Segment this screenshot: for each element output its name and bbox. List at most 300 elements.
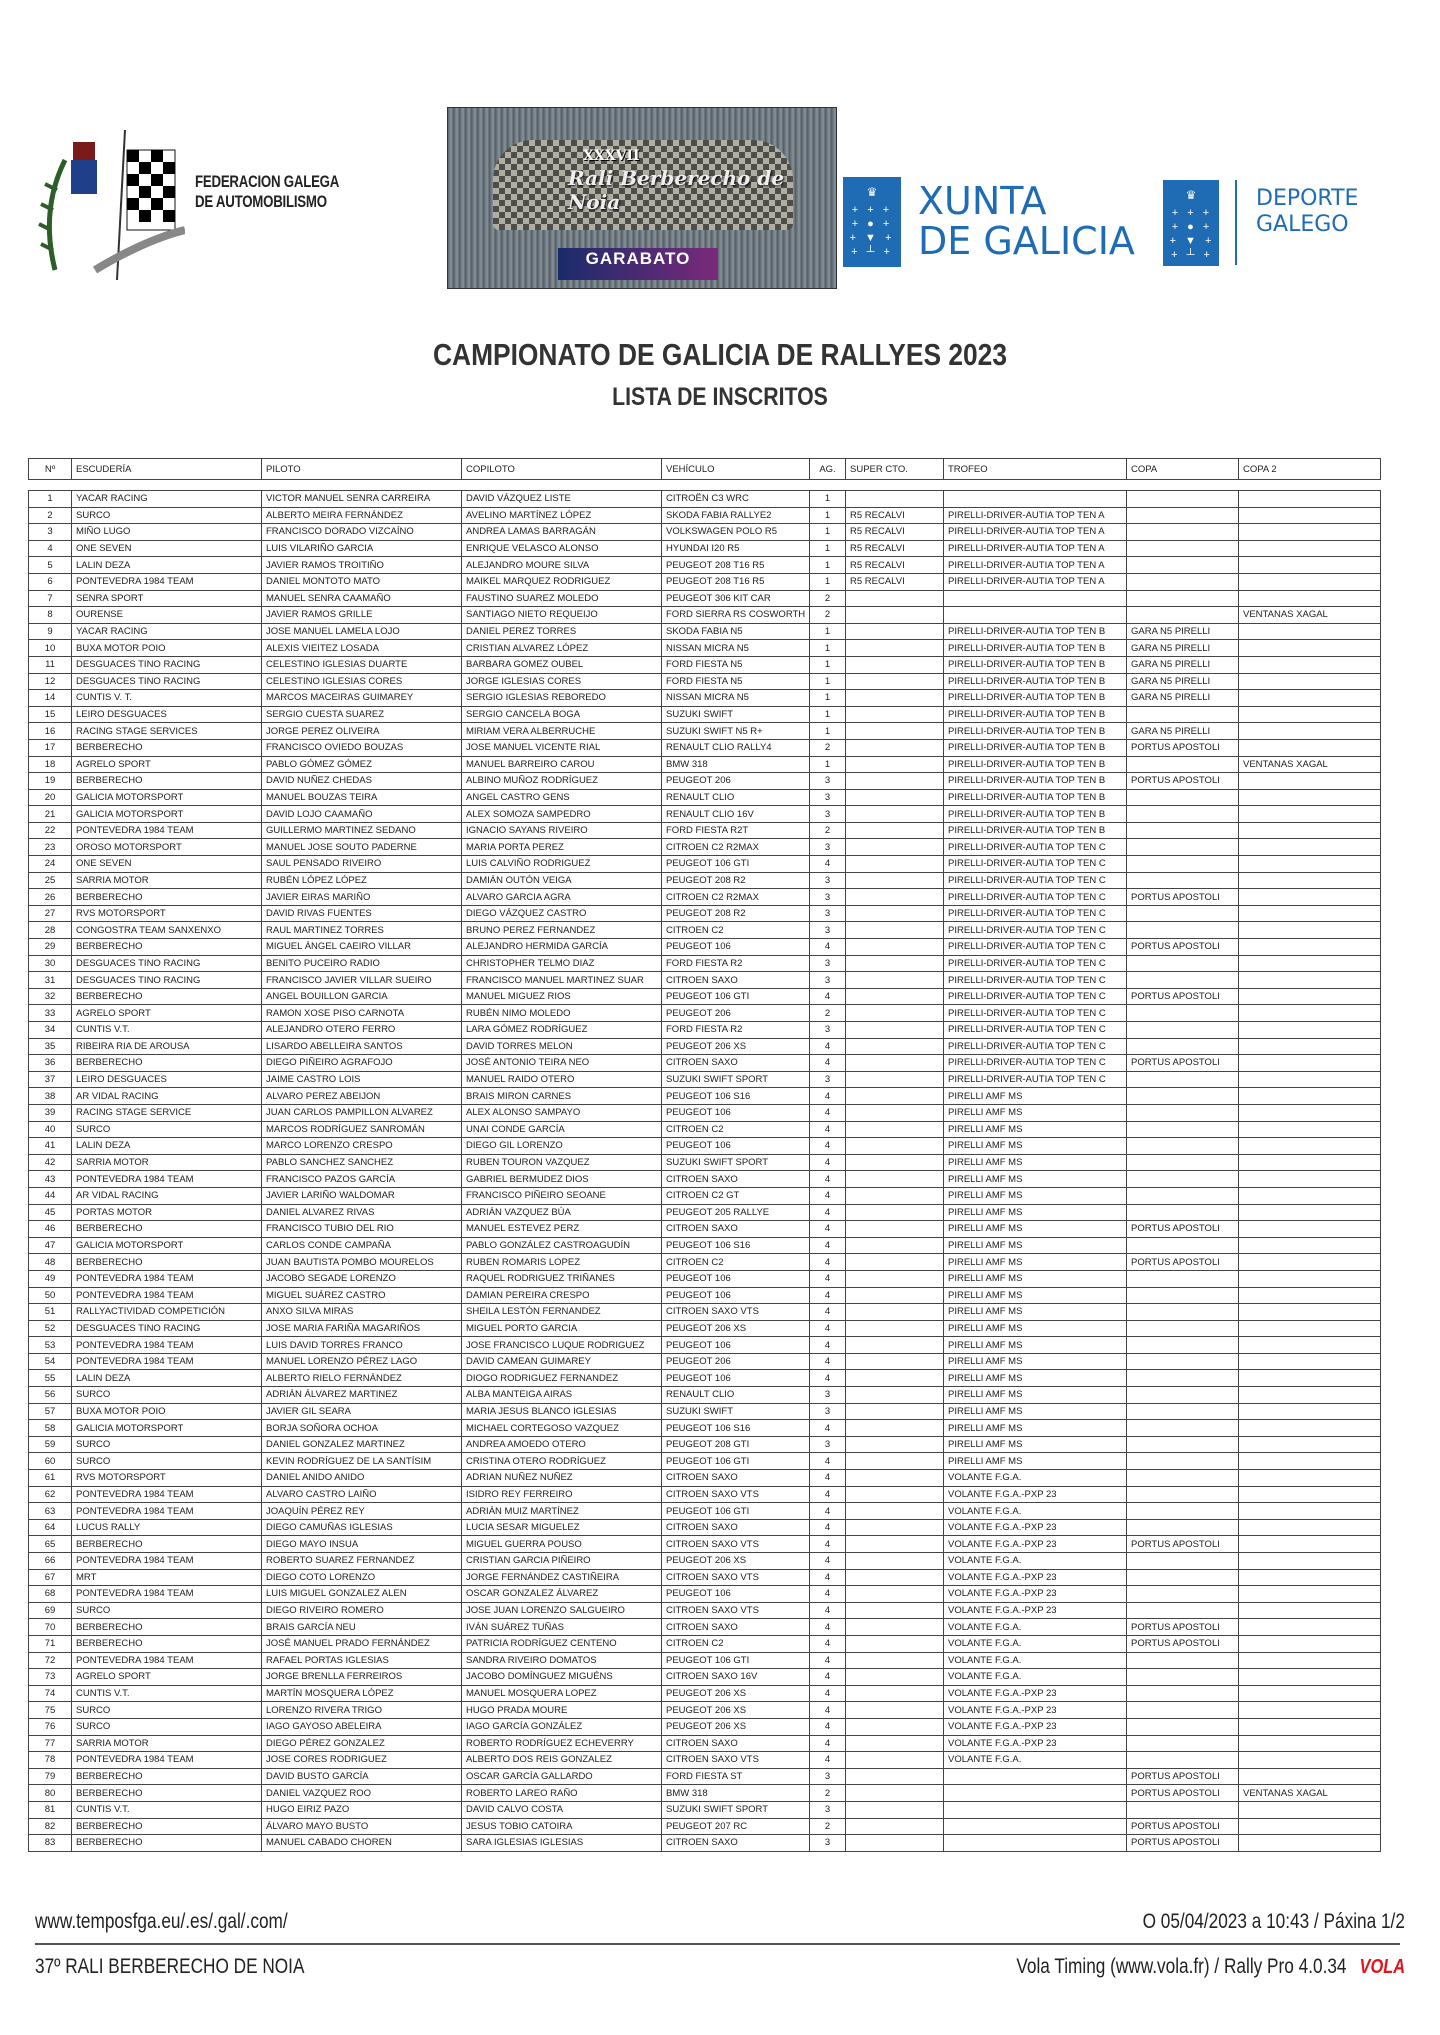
table-row (29, 1669, 1381, 1686)
col-cup2-cell (1239, 673, 1381, 690)
col-driver-cell: IAGO GAYOSO ABELEIRA (262, 1718, 462, 1735)
col-group-cell: 3 (810, 1801, 846, 1818)
col-number-cell: 73 (29, 1669, 72, 1686)
table-row (29, 1652, 1381, 1669)
galicia-shield-icon: ♛ + + + + ● + + ▼ + + ┴ + (843, 177, 901, 267)
col-group-cell: 3 (810, 1387, 846, 1404)
table-row (29, 1171, 1381, 1188)
col-driver-cell: LISARDO ABELLEIRA SANTOS (262, 1038, 462, 1055)
col-cup2-cell (1239, 1436, 1381, 1453)
col-number-cell: 25 (29, 872, 72, 889)
col-vehicle-cell: CITROEN SAXO (662, 1835, 810, 1852)
col-trophy-cell: VOLANTE F.G.A.-PXP 23 (944, 1586, 1127, 1603)
col-driver-cell: DIEGO CAMUÑAS IGLESIAS (262, 1519, 462, 1536)
col-group-cell: 4 (810, 1254, 846, 1271)
col-vehicle-cell: PEUGEOT 206 XS (662, 1702, 810, 1719)
col-vehicle-cell: NISSAN MICRA N5 (662, 640, 810, 657)
table-row (29, 872, 1381, 889)
col-driver-cell: MANUEL JOSE SOUTO PADERNE (262, 839, 462, 856)
col-vehicle-cell: CITROEN SAXO VTS (662, 1602, 810, 1619)
col-number-cell: 41 (29, 1138, 72, 1155)
col-cup2-cell (1239, 922, 1381, 939)
col-team-cell: AR VIDAL RACING (72, 1088, 262, 1105)
col-number-cell: 23 (29, 839, 72, 856)
col-super-cto-cell (846, 988, 944, 1005)
col-cup-cell (1127, 491, 1239, 508)
col-team-cell: LEIRO DESGUACES (72, 706, 262, 723)
col-team-cell: PONTEVEDRA 1984 TEAM (72, 1287, 262, 1304)
col-driver-cell: MIGUEL ÁNGEL CAEIRO VILLAR (262, 939, 462, 956)
table-row (29, 773, 1381, 790)
col-vehicle-cell: RENAULT CLIO (662, 789, 810, 806)
col-cup-cell (1127, 1436, 1239, 1453)
col-group-cell: 4 (810, 1154, 846, 1171)
col-number-cell: 9 (29, 623, 72, 640)
col-number-cell: 11 (29, 656, 72, 673)
entries-table-header (28, 458, 1381, 480)
table-row (29, 1735, 1381, 1752)
col-codriver-cell: ALEJANDRO MOURE SILVA (462, 557, 662, 574)
col-team-cell: PONTEVEDRA 1984 TEAM (72, 1503, 262, 1520)
col-team-cell: SURCO (72, 1387, 262, 1404)
col-team-cell: DESGUACES TINO RACING (72, 656, 262, 673)
col-number-cell: 50 (29, 1287, 72, 1304)
col-codriver-cell: ALVARO GARCIA AGRA (462, 889, 662, 906)
col-cup2-cell (1239, 1635, 1381, 1652)
col-team-cell: PONTEVEDRA 1984 TEAM (72, 1353, 262, 1370)
col-driver-cell: DANIEL MONTOTO MATO (262, 573, 462, 590)
col-trophy-cell: PIRELLI-DRIVER-AUTIA TOP TEN C (944, 889, 1127, 906)
col-cup-cell (1127, 756, 1239, 773)
col-trophy-cell: PIRELLI-DRIVER-AUTIA TOP TEN C (944, 872, 1127, 889)
col-trophy-cell: PIRELLI-DRIVER-AUTIA TOP TEN C (944, 1038, 1127, 1055)
col-super-cto-cell (846, 690, 944, 707)
col-group-cell: 3 (810, 773, 846, 790)
col-driver-cell: JAVIER RAMOS TROITIÑO (262, 557, 462, 574)
col-super-cto-cell (846, 872, 944, 889)
col-codriver-cell: DAMIÁN OUTÓN VEIGA (462, 872, 662, 889)
col-number-cell: 81 (29, 1801, 72, 1818)
col-trophy-cell: PIRELLI-DRIVER-AUTIA TOP TEN B (944, 706, 1127, 723)
col-codriver-cell: ALBERTO DOS REIS GONZALEZ (462, 1752, 662, 1769)
col-cup-cell (1127, 1420, 1239, 1437)
col-cup-cell: PORTUS APOSTOLI (1127, 1768, 1239, 1785)
table-row (29, 507, 1381, 524)
table-row (29, 1387, 1381, 1404)
col-team-cell: BUXA MOTOR POIO (72, 640, 262, 657)
col-number-cell: 71 (29, 1635, 72, 1652)
col-cup-cell (1127, 1270, 1239, 1287)
col-driver-cell: ADRIÁN ÁLVAREZ MARTINEZ (262, 1387, 462, 1404)
col-group-cell: 3 (810, 872, 846, 889)
col-team-cell: LALIN DEZA (72, 1370, 262, 1387)
col-driver-cell: DAVID BUSTO GARCÍA (262, 1768, 462, 1785)
col-cup-cell (1127, 955, 1239, 972)
col-driver-cell: DIEGO COTO LORENZO (262, 1569, 462, 1586)
col-team-cell: BERBERECHO (72, 988, 262, 1005)
col-cup2-cell (1239, 623, 1381, 640)
col-group-cell: 4 (810, 1519, 846, 1536)
col-trophy-cell: PIRELLI-DRIVER-AUTIA TOP TEN C (944, 988, 1127, 1005)
col-codriver-cell: RUBEN TOURON VAZQUEZ (462, 1154, 662, 1171)
col-cup-cell (1127, 1669, 1239, 1686)
col-number-cell: 65 (29, 1536, 72, 1553)
col-cup-cell (1127, 1287, 1239, 1304)
col-group-cell: 4 (810, 1685, 846, 1702)
col-driver-cell: CELESTINO IGLESIAS CORES (262, 673, 462, 690)
col-cup2-cell (1239, 1735, 1381, 1752)
col-super-cto-cell: R5 RECALVI (846, 573, 944, 590)
table-row (29, 1022, 1381, 1039)
col-number-cell: 7 (29, 590, 72, 607)
col-cup2-cell (1239, 1619, 1381, 1636)
table-row (29, 839, 1381, 856)
table-row (29, 1519, 1381, 1536)
col-driver-cell: JUAN BAUTISTA POMBO MOURELOS (262, 1254, 462, 1271)
col-team-cell: AGRELO SPORT (72, 756, 262, 773)
col-super-cto-cell (846, 1436, 944, 1453)
rally-edition: XXXVII (583, 148, 640, 164)
col-vehicle-cell: PEUGEOT 206 XS (662, 1685, 810, 1702)
col-number-cell: 8 (29, 607, 72, 624)
col-super-cto-cell (846, 1038, 944, 1055)
col-group-cell: 1 (810, 573, 846, 590)
col-codriver-cell: RAQUEL RODRIGUEZ TRIÑANES (462, 1270, 662, 1287)
col-cup-cell: GARA N5 PIRELLI (1127, 623, 1239, 640)
col-vehicle-cell: SUZUKI SWIFT N5 R+ (662, 723, 810, 740)
col-cup-cell (1127, 590, 1239, 607)
col-super-cto-cell (846, 939, 944, 956)
col-vehicle-cell: CITROEN SAXO (662, 1221, 810, 1238)
col-vehicle-cell: PEUGEOT 208 T16 R5 (662, 573, 810, 590)
col-vehicle-cell: CITROEN SAXO 16V (662, 1669, 810, 1686)
col-vehicle-cell: SUZUKI SWIFT (662, 1403, 810, 1420)
col-vehicle-cell: BMW 318 (662, 1785, 810, 1802)
col-number-cell: 43 (29, 1171, 72, 1188)
col-vehicle-cell: PEUGEOT 106 GTI (662, 856, 810, 873)
col-group-cell: 3 (810, 1436, 846, 1453)
col-codriver-cell: MANUEL BARREIRO CAROU (462, 756, 662, 773)
col-driver-cell: JAVIER LARIÑO WALDOMAR (262, 1187, 462, 1204)
col-vehicle-cell: SUZUKI SWIFT (662, 706, 810, 723)
col-number-cell: 31 (29, 972, 72, 989)
col-group-cell: 4 (810, 1752, 846, 1769)
col-number-cell: 77 (29, 1735, 72, 1752)
col-super-cto-cell (846, 1287, 944, 1304)
col-group-cell: 4 (810, 1171, 846, 1188)
col-trophy-cell: VOLANTE F.G.A. (944, 1652, 1127, 1669)
col-cup2-cell (1239, 1287, 1381, 1304)
col-trophy-cell: VOLANTE F.G.A.-PXP 23 (944, 1602, 1127, 1619)
col-trophy-cell: VOLANTE F.G.A. (944, 1669, 1127, 1686)
col-group-cell: 4 (810, 1353, 846, 1370)
col-super-cto-cell (846, 590, 944, 607)
col-number-cell: 17 (29, 739, 72, 756)
table-row (29, 623, 1381, 640)
col-driver-cell: FRANCISCO DORADO VIZCAÍNO (262, 524, 462, 541)
col-group-cell: 1 (810, 491, 846, 508)
col-trophy-cell: PIRELLI-DRIVER-AUTIA TOP TEN A (944, 540, 1127, 557)
col-cup-cell (1127, 1005, 1239, 1022)
col-cup-cell (1127, 1553, 1239, 1570)
col-super-cto-cell (846, 1503, 944, 1520)
col-cup2-cell (1239, 540, 1381, 557)
col-codriver-cell: MICHAEL CORTEGOSO VAZQUEZ (462, 1420, 662, 1437)
col-driver-cell: FRANCISCO PAZOS GARCÍA (262, 1171, 462, 1188)
header-col-vehicle: VEHÍCULO (662, 459, 810, 480)
col-team-cell: PONTEVEDRA 1984 TEAM (72, 1486, 262, 1503)
col-super-cto-cell (846, 1204, 944, 1221)
col-vehicle-cell: CITROEN SAXO (662, 1171, 810, 1188)
col-trophy-cell: PIRELLI-DRIVER-AUTIA TOP TEN B (944, 822, 1127, 839)
col-codriver-cell: ALEX ALONSO SAMPAYO (462, 1104, 662, 1121)
col-vehicle-cell: FORD FIESTA N5 (662, 656, 810, 673)
col-super-cto-cell: R5 RECALVI (846, 557, 944, 574)
col-driver-cell: MIGUEL SUÁREZ CASTRO (262, 1287, 462, 1304)
col-trophy-cell: PIRELLI AMF MS (944, 1304, 1127, 1321)
col-super-cto-cell (846, 1470, 944, 1487)
col-super-cto-cell (846, 1453, 944, 1470)
col-group-cell: 4 (810, 1121, 846, 1138)
col-cup2-cell (1239, 1353, 1381, 1370)
col-super-cto-cell (846, 1154, 944, 1171)
col-super-cto-cell (846, 1635, 944, 1652)
col-codriver-cell: FAUSTINO SUAREZ MOLEDO (462, 590, 662, 607)
col-number-cell: 79 (29, 1768, 72, 1785)
col-driver-cell: ROBERTO SUAREZ FERNANDEZ (262, 1553, 462, 1570)
col-trophy-cell: PIRELLI-DRIVER-AUTIA TOP TEN B (944, 789, 1127, 806)
table-row (29, 640, 1381, 657)
col-group-cell: 1 (810, 706, 846, 723)
col-trophy-cell (944, 607, 1127, 624)
col-driver-cell: LUIS DAVID TORRES FRANCO (262, 1337, 462, 1354)
col-group-cell: 1 (810, 557, 846, 574)
col-super-cto-cell (846, 623, 944, 640)
col-driver-cell: SERGIO CUESTA SUAREZ (262, 706, 462, 723)
col-vehicle-cell: FORD FIESTA ST (662, 1768, 810, 1785)
col-codriver-cell: DAVID CALVO COSTA (462, 1801, 662, 1818)
col-cup2-cell (1239, 739, 1381, 756)
col-cup-cell (1127, 1237, 1239, 1254)
table-row (29, 1453, 1381, 1470)
col-vehicle-cell: PEUGEOT 208 R2 (662, 872, 810, 889)
col-group-cell: 2 (810, 822, 846, 839)
col-group-cell: 2 (810, 739, 846, 756)
table-row (29, 607, 1381, 624)
col-driver-cell: KEVIN RODRÍGUEZ DE LA SANTÍSIM (262, 1453, 462, 1470)
table-row (29, 1486, 1381, 1503)
col-trophy-cell: PIRELLI AMF MS (944, 1121, 1127, 1138)
col-cup2-cell (1239, 1005, 1381, 1022)
col-trophy-cell: VOLANTE F.G.A.-PXP 23 (944, 1486, 1127, 1503)
col-vehicle-cell: PEUGEOT 206 (662, 1005, 810, 1022)
col-codriver-cell: DAMIAN PEREIRA CRESPO (462, 1287, 662, 1304)
col-vehicle-cell: CITROEN SAXO (662, 1470, 810, 1487)
col-trophy-cell (944, 1785, 1127, 1802)
col-number-cell: 46 (29, 1221, 72, 1238)
col-codriver-cell: ANGEL CASTRO GENS (462, 789, 662, 806)
col-cup-cell (1127, 972, 1239, 989)
col-driver-cell: JOSÉ MANUEL PRADO FERNÁNDEZ (262, 1635, 462, 1652)
col-cup2-cell (1239, 773, 1381, 790)
col-cup2-cell (1239, 1470, 1381, 1487)
footer-event: 37º RALI BERBERECHO DE NOIA (35, 1955, 305, 1978)
col-trophy-cell: PIRELLI-DRIVER-AUTIA TOP TEN B (944, 723, 1127, 740)
col-cup-cell (1127, 1370, 1239, 1387)
col-vehicle-cell: CITROEN SAXO VTS (662, 1486, 810, 1503)
col-driver-cell: DIEGO RIVEIRO ROMERO (262, 1602, 462, 1619)
col-driver-cell: JAVIER EIRAS MARIÑO (262, 889, 462, 906)
col-team-cell: ONE SEVEN (72, 540, 262, 557)
table-row (29, 524, 1381, 541)
col-driver-cell: MARCOS MACEIRAS GUIMAREY (262, 690, 462, 707)
col-group-cell: 4 (810, 1569, 846, 1586)
table-row (29, 1088, 1381, 1105)
col-vehicle-cell: PEUGEOT 106 (662, 939, 810, 956)
col-team-cell: SURCO (72, 1702, 262, 1719)
col-cup2-cell (1239, 590, 1381, 607)
col-trophy-cell: PIRELLI AMF MS (944, 1204, 1127, 1221)
col-cup-cell (1127, 1022, 1239, 1039)
col-vehicle-cell: PEUGEOT 206 XS (662, 1320, 810, 1337)
col-team-cell: DESGUACES TINO RACING (72, 955, 262, 972)
col-cup-cell (1127, 1071, 1239, 1088)
col-cup-cell (1127, 1088, 1239, 1105)
col-cup-cell: PORTUS APOSTOLI (1127, 773, 1239, 790)
col-driver-cell: ALEJANDRO OTERO FERRO (262, 1022, 462, 1039)
col-cup2-cell (1239, 690, 1381, 707)
col-cup2-cell (1239, 1187, 1381, 1204)
col-trophy-cell: VOLANTE F.G.A. (944, 1619, 1127, 1636)
col-vehicle-cell: PEUGEOT 106 GTI (662, 1453, 810, 1470)
col-cup-cell (1127, 1121, 1239, 1138)
col-cup2-cell (1239, 1453, 1381, 1470)
col-driver-cell: RAUL MARTINEZ TORRES (262, 922, 462, 939)
col-driver-cell: MARTÍN MOSQUERA LÓPEZ (262, 1685, 462, 1702)
col-group-cell: 4 (810, 1718, 846, 1735)
table-row (29, 1436, 1381, 1453)
col-super-cto-cell (846, 1221, 944, 1238)
col-super-cto-cell (846, 1121, 944, 1138)
col-number-cell: 38 (29, 1088, 72, 1105)
col-vehicle-cell: PEUGEOT 106 (662, 1270, 810, 1287)
table-row (29, 1619, 1381, 1636)
table-row (29, 590, 1381, 607)
col-cup2-cell (1239, 1038, 1381, 1055)
table-row (29, 1752, 1381, 1769)
col-cup-cell (1127, 1702, 1239, 1719)
col-number-cell: 26 (29, 889, 72, 906)
col-codriver-cell: ADRIÁN MUIZ MARTÍNEZ (462, 1503, 662, 1520)
col-trophy-cell: PIRELLI-DRIVER-AUTIA TOP TEN C (944, 955, 1127, 972)
table-row (29, 1470, 1381, 1487)
table-row (29, 1685, 1381, 1702)
col-codriver-cell: BRUNO PEREZ FERNANDEZ (462, 922, 662, 939)
col-team-cell: RVS MOTORSPORT (72, 905, 262, 922)
col-driver-cell: JOSE MANUEL LAMELA LOJO (262, 623, 462, 640)
col-super-cto-cell (846, 1619, 944, 1636)
col-super-cto-cell (846, 1138, 944, 1155)
col-super-cto-cell (846, 607, 944, 624)
col-cup-cell (1127, 1353, 1239, 1370)
col-group-cell: 4 (810, 1221, 846, 1238)
col-cup2-cell (1239, 939, 1381, 956)
col-cup2-cell (1239, 1370, 1381, 1387)
col-cup-cell (1127, 789, 1239, 806)
col-team-cell: DESGUACES TINO RACING (72, 1320, 262, 1337)
col-team-cell: PONTEVEDRA 1984 TEAM (72, 1270, 262, 1287)
col-cup-cell: PORTUS APOSTOLI (1127, 1835, 1239, 1852)
col-trophy-cell: PIRELLI AMF MS (944, 1436, 1127, 1453)
col-team-cell: BERBERECHO (72, 739, 262, 756)
col-cup-cell: GARA N5 PIRELLI (1127, 656, 1239, 673)
col-super-cto-cell (846, 856, 944, 873)
col-trophy-cell: PIRELLI-DRIVER-AUTIA TOP TEN C (944, 1022, 1127, 1039)
col-group-cell: 4 (810, 1702, 846, 1719)
col-cup2-cell (1239, 1221, 1381, 1238)
table-row (29, 1005, 1381, 1022)
col-team-cell: BERBERECHO (72, 1818, 262, 1835)
col-cup-cell (1127, 524, 1239, 541)
col-number-cell: 2 (29, 507, 72, 524)
col-codriver-cell: MIGUEL GUERRA POUSO (462, 1536, 662, 1553)
col-super-cto-cell (846, 1353, 944, 1370)
col-driver-cell: JAIME CASTRO LOIS (262, 1071, 462, 1088)
col-cup-cell: PORTUS APOSTOLI (1127, 1221, 1239, 1238)
col-driver-cell: RUBÉN LÓPEZ LÓPEZ (262, 872, 462, 889)
table-row (29, 1270, 1381, 1287)
col-trophy-cell: PIRELLI-DRIVER-AUTIA TOP TEN C (944, 939, 1127, 956)
col-trophy-cell: PIRELLI-DRIVER-AUTIA TOP TEN C (944, 972, 1127, 989)
col-driver-cell: DANIEL ANIDO ANIDO (262, 1470, 462, 1487)
col-vehicle-cell: CITROEN SAXO (662, 1519, 810, 1536)
col-trophy-cell: PIRELLI-DRIVER-AUTIA TOP TEN B (944, 690, 1127, 707)
col-cup2-cell (1239, 1304, 1381, 1321)
col-team-cell: SARRIA MOTOR (72, 1735, 262, 1752)
galicia-shield-icon: ♛ + + + + ● + + ▼ + + ┴ + (1163, 180, 1219, 266)
col-team-cell: GALICIA MOTORSPORT (72, 806, 262, 823)
col-cup-cell (1127, 540, 1239, 557)
col-cup2-cell (1239, 1420, 1381, 1437)
col-codriver-cell: JACOBO DOMÍNGUEZ MIGUÉNS (462, 1669, 662, 1686)
col-vehicle-cell: CITROEN SAXO VTS (662, 1536, 810, 1553)
col-driver-cell: MANUEL CABADO CHOREN (262, 1835, 462, 1852)
col-super-cto-cell (846, 839, 944, 856)
col-super-cto-cell (846, 1702, 944, 1719)
col-number-cell: 68 (29, 1586, 72, 1603)
col-cup-cell: GARA N5 PIRELLI (1127, 723, 1239, 740)
col-cup2-cell (1239, 1204, 1381, 1221)
col-trophy-cell: PIRELLI AMF MS (944, 1420, 1127, 1437)
col-super-cto-cell (846, 1735, 944, 1752)
col-group-cell: 4 (810, 1304, 846, 1321)
col-group-cell: 4 (810, 1635, 846, 1652)
col-driver-cell: ÁLVARO MAYO BUSTO (262, 1818, 462, 1835)
logo-divider (1235, 180, 1237, 265)
table-row (29, 822, 1381, 839)
col-group-cell: 1 (810, 756, 846, 773)
col-codriver-cell: ALBINO MUÑOZ RODRÍGUEZ (462, 773, 662, 790)
col-super-cto-cell (846, 1553, 944, 1570)
col-cup-cell: PORTUS APOSTOLI (1127, 889, 1239, 906)
col-trophy-cell: PIRELLI-DRIVER-AUTIA TOP TEN A (944, 524, 1127, 541)
col-vehicle-cell: CITROEN C2 R2MAX (662, 839, 810, 856)
col-trophy-cell: VOLANTE F.G.A. (944, 1635, 1127, 1652)
col-driver-cell: BENITO PUCEIRO RADIO (262, 955, 462, 972)
col-trophy-cell (944, 1768, 1127, 1785)
col-group-cell: 4 (810, 1586, 846, 1603)
col-cup-cell (1127, 1519, 1239, 1536)
